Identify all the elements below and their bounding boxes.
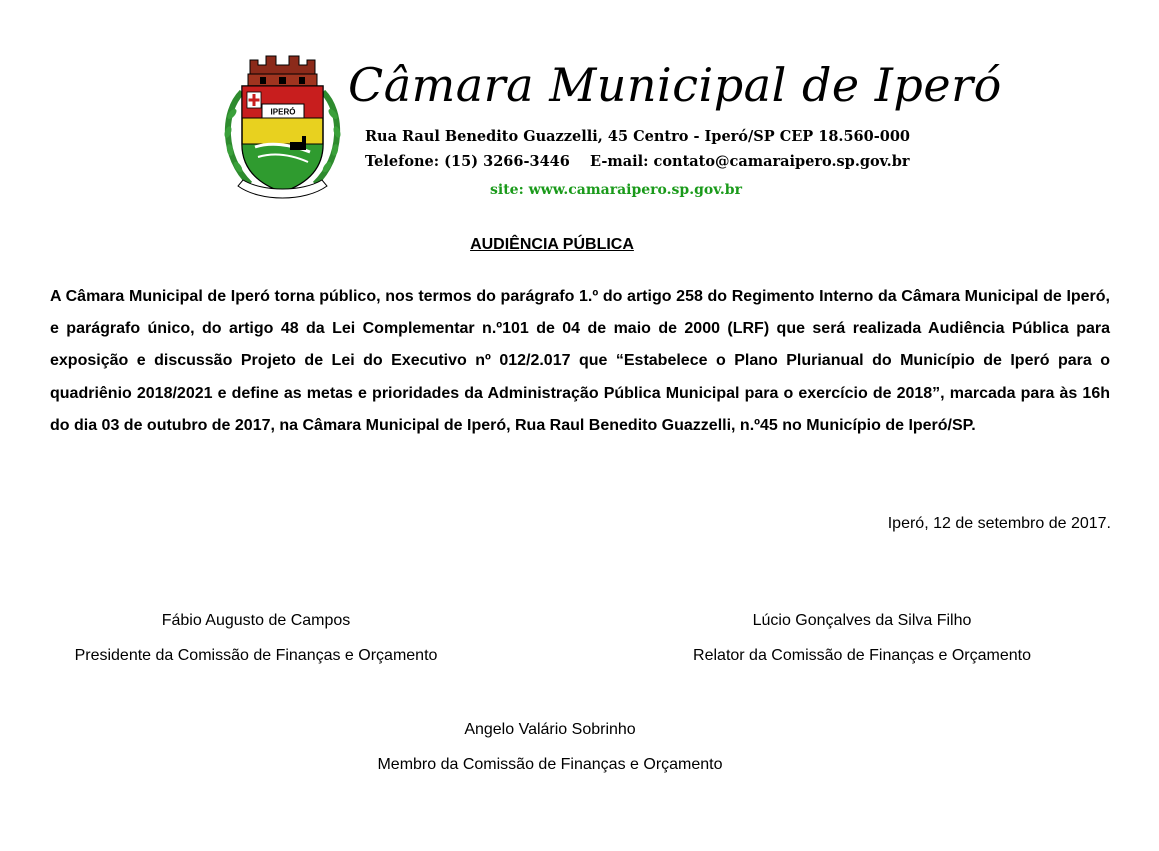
signatory-name: Lúcio Gonçalves da Silva Filho — [752, 612, 972, 629]
signature-block-president — [50, 612, 462, 665]
organization-name: Câmara Municipal de Iperó — [348, 58, 1002, 112]
letterhead — [220, 52, 1002, 207]
municipal-crest-icon — [220, 52, 345, 202]
date-line: Iperó, 12 de setembro de 2017. — [887, 515, 1111, 532]
signature-block-rapporteur — [636, 612, 1088, 665]
email-text: E-mail: contato@camaraipero.sp.gov.br — [590, 153, 910, 170]
phone-text: Telefone: (15) 3266-3446 — [365, 153, 570, 170]
signatory-name: Angelo Valário Sobrinho — [464, 721, 636, 738]
signatory-role: Presidente da Comissão de Finanças e Orçamento — [74, 647, 438, 664]
document-body: A Câmara Municipal de Iperó torna público, nos termos do parágrafo 1.º do artigo 258 do Regimento Interno da Câmara Municipal de Iperó, e parágrafo único, do artigo 48 da Lei Complementar n.º101 de 04 de maio de 2000 (LRF) que será realizada Audiência Pública para exposição e discussão Projeto de Lei do Executivo nº 012/2.017 que “Estabelece o Plano Plurianual do Município de Iperó para o quadriênio 2018/2021 e define as metas e prioridades da Administração Pública Municipal para o exercício de 2018”, marcada para às 16h do dia 03 de outubro de 2017, na Câmara Municipal de Iperó, Rua Raul Benedito Guazzelli, n.º45 no Município de Iperó/SP. — [50, 288, 1110, 434]
signatory-name: Fábio Augusto de Campos — [161, 612, 351, 629]
svg-text:IPERÓ: IPERÓ — [270, 107, 296, 117]
website-text: site: www.camaraipero.sp.gov.br — [490, 182, 742, 198]
address-line: Rua Raul Benedito Guazzelli, 45 Centro - Iperó/SP CEP 18.560-000 — [365, 128, 911, 145]
signatory-role: Membro da Comissão de Finanças e Orçamento — [377, 756, 723, 773]
signature-block-member — [330, 721, 770, 774]
signatory-role: Relator da Comissão de Finanças e Orçamento — [693, 647, 1031, 664]
contact-line — [365, 153, 909, 170]
document-title: AUDIÊNCIA PÚBLICA — [470, 236, 634, 253]
